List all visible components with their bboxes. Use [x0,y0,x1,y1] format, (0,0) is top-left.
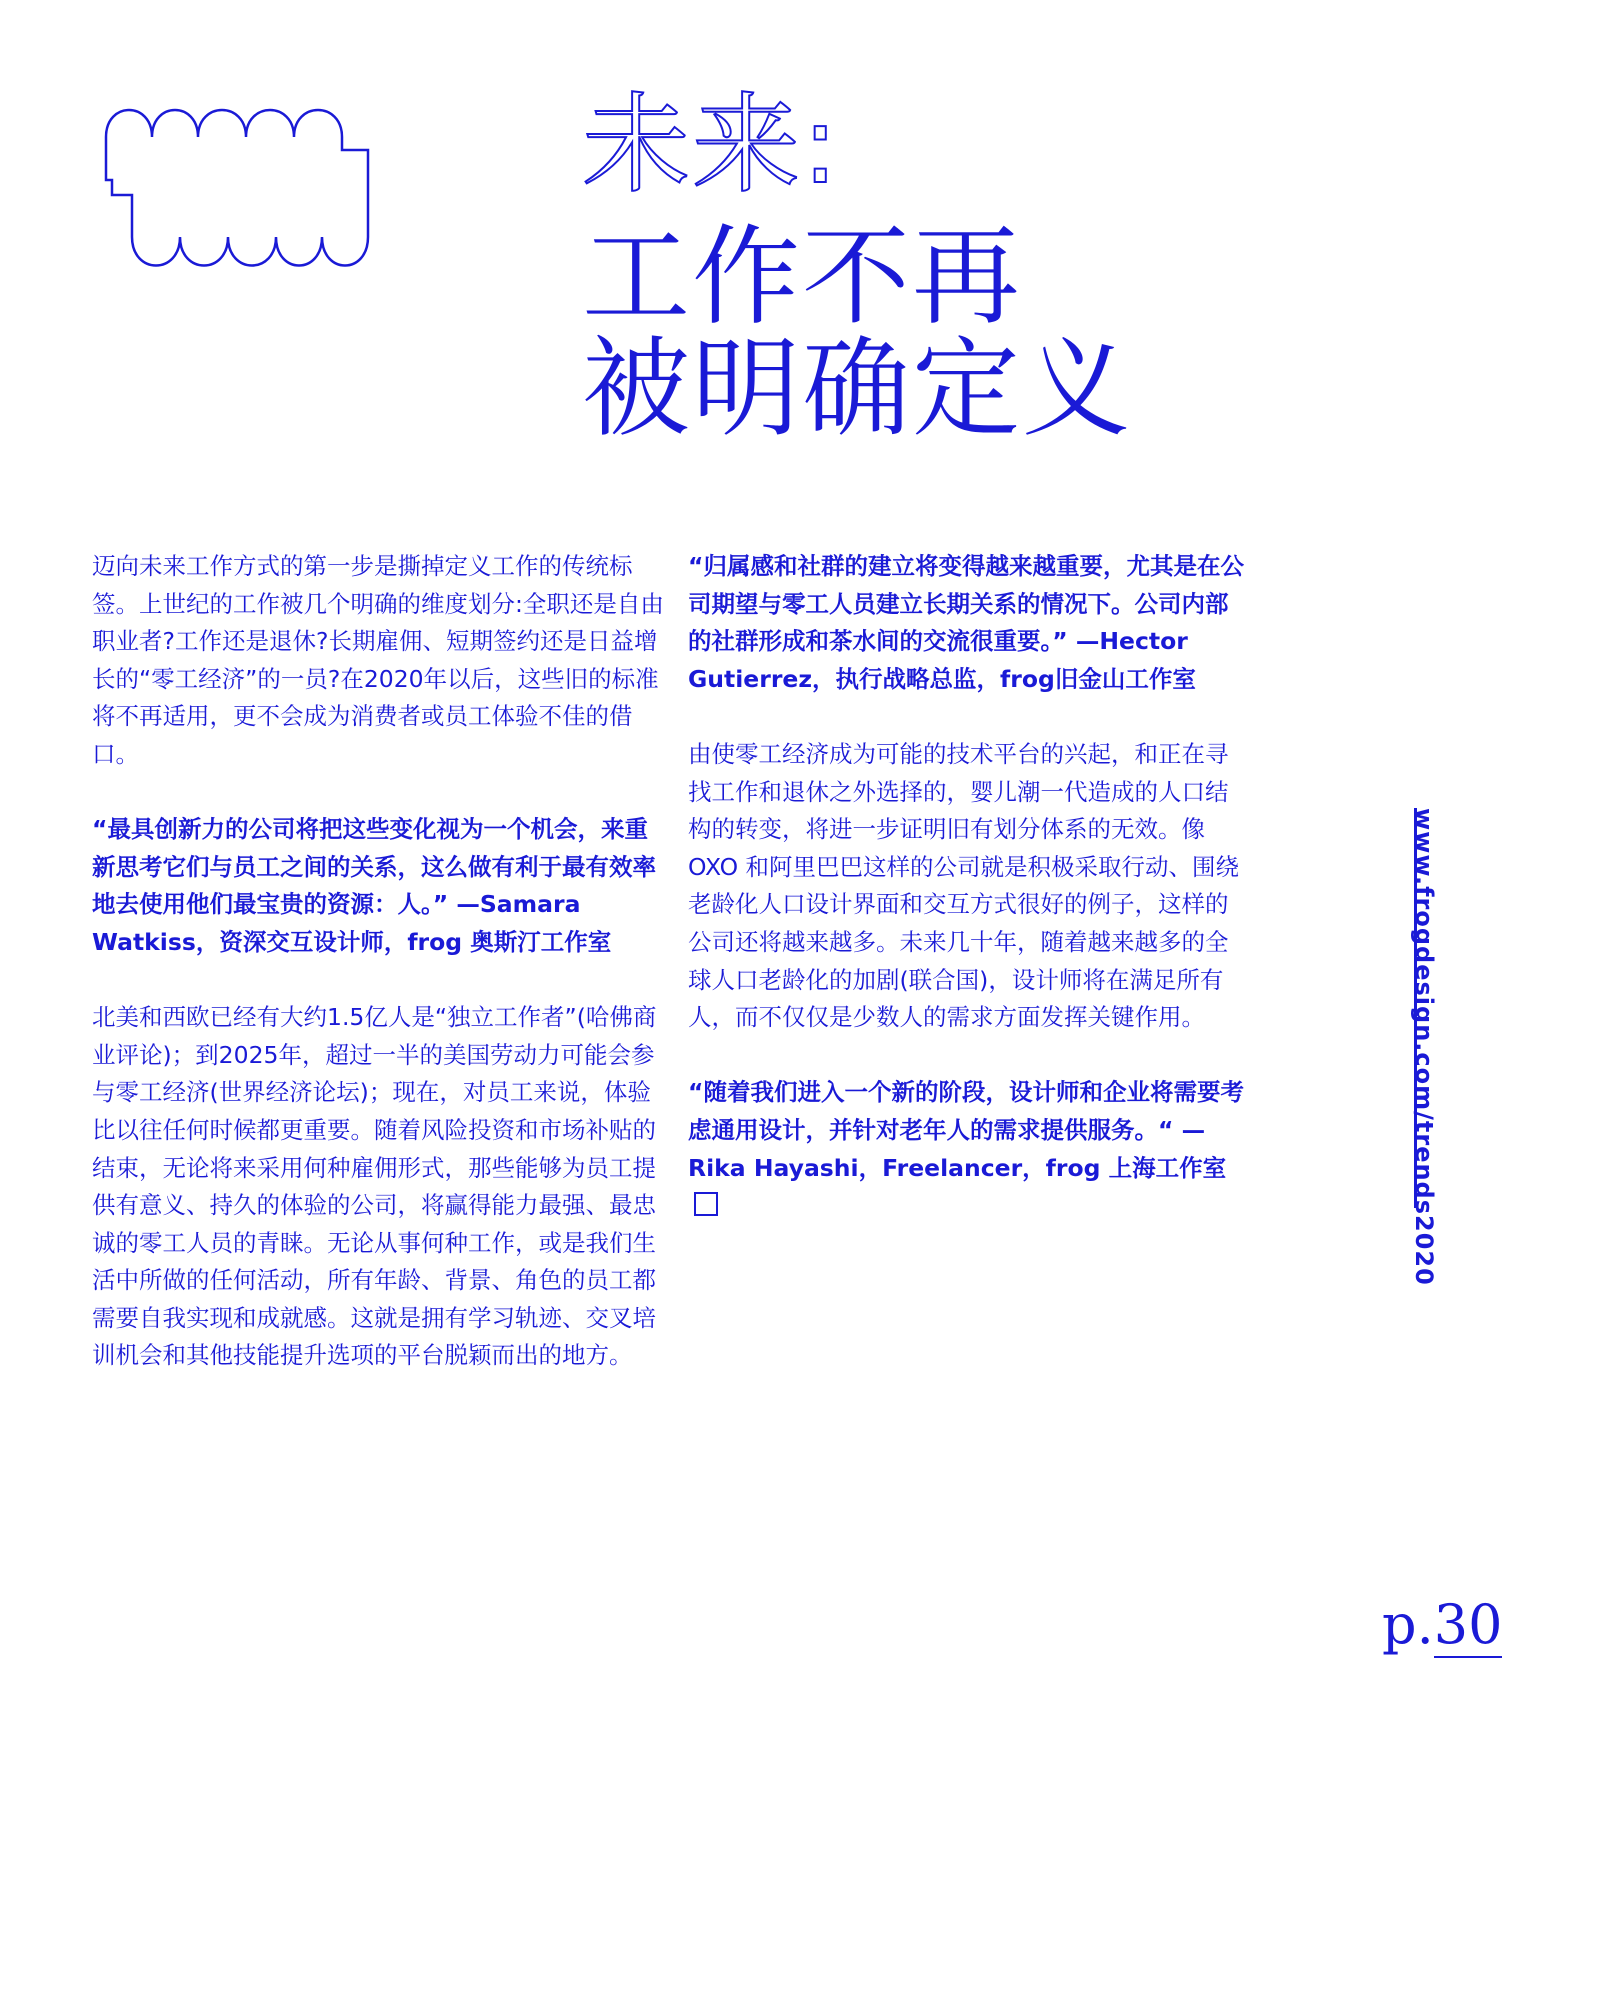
square-end-mark-icon [694,1192,718,1216]
pull-quote-final [688,1074,1244,1224]
page-number-value: 30 [1433,1593,1503,1656]
right-column [688,548,1244,1262]
sidebar-url [1410,808,1438,1286]
title-line-2: 被明确定义 [582,327,1133,452]
pull-quote-text: “随着我们进入一个新的阶段，设计师和企业将需要考虑通用设计，并针对老年人的需求提供服务。“ —Rika Hayashi，Freelancer，frog 上海工作室 [688,1078,1244,1182]
left-column [92,548,670,1413]
body-paragraph: 迈向未来工作方式的第一步是撕掉定义工作的传统标签。上世纪的工作被几个明确的维度划分:全职还是自由职业者?工作还是退休?长期雇佣、短期签约还是日益增长的“零工经济”的一员?在2020年以后，这些旧的标准将不再适用，更不会成为消费者或员工体验不佳的借口。 [92,552,664,768]
frog-wave-logo-icon [98,105,376,270]
title-line-1: 工作不再 [582,215,1023,340]
page-title [582,215,1133,452]
sidebar-url-text: www.frogdesign.com/trends2020 [1410,808,1438,1286]
pull-quote: “最具创新力的公司将把这些变化视为一个机会，来重新思考它们与员工之间的关系，这么做有利于最有效率地去使用他们最宝贵的资源：人。” —Samara Watkiss，资深交互设计师，frog 奥斯汀工作室 [92,815,656,956]
title-outline-line: 未来: [582,83,841,208]
page-number-prefix: p. [1382,1593,1434,1656]
page-number [1382,1593,1503,1658]
pull-quote: “归属感和社群的建立将变得越来越重要，尤其是在公司期望与零工人员建立长期关系的情况下。公司内部的社群形成和茶水间的交流很重要。” —Hector Gutierrez，执行战略总监，frog旧金山工作室 [688,552,1244,693]
body-paragraph: 由使零工经济成为可能的技术平台的兴起，和正在寻找工作和退休之外选择的，婴儿潮一代造成的人口结构的转变，将进一步证明旧有划分体系的无效。像 OXO 和阿里巴巴这样的公司就是积极采取行动、围绕老龄化人口设计界面和交互方式很好的例子，这样的公司还将越来越多。未来几十年，随着越来越多的全球人口老龄化的加剧(联合国)，设计师将在满足所有人，而不仅仅是少数人的需求方面发挥关键作用。 [688,739,1240,1032]
body-paragraph: 北美和西欧已经有大约1.5亿人是“独立工作者”(哈佛商业评论)；到2025年，超过一半的美国劳动力可能会参与零工经济(世界经济论坛)；现在，对员工来说，体验比以往任何时候都更重要。随着风险投资和市场补贴的结束，无论将来采用何种雇佣形式，那些能够为员工提供有意义、持久的体验的公司，将赢得能力最强、最忠诚的零工人员的青睐。无论从事何种工作，或是我们生活中所做的任何活动，所有年龄、背景、角色的员工都需要自我实现和成就感。这就是拥有学习轨迹、交叉培训机会和其他技能提升选项的平台脱颖而出的地方。 [92,1003,657,1370]
